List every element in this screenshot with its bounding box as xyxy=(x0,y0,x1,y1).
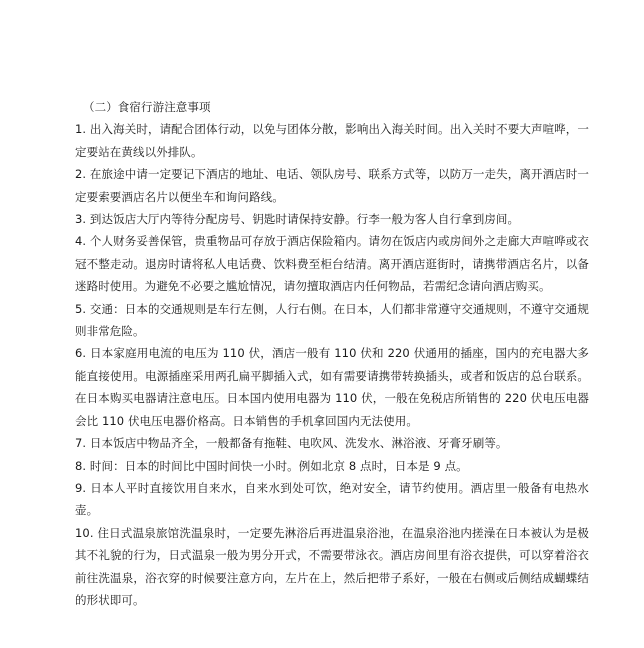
list-item: 5. 交通：日本的交通规则是车行左侧，人行右侧。在日本，人们都非常遵守交通规则，不遵守交通规则非常危险。 xyxy=(75,301,589,339)
list-item: 10. 住日式温泉旅馆洗温泉时，一定要先淋浴后再进温泉浴池，在温泉浴池内搓澡在日本被认为是极其不礼貌的行为，日式温泉一般为男分开式，不需要带泳衣。酒店房间里有浴衣提供，可以穿着浴衣前往洗温泉，浴衣穿的时候要注意方向，左片在上，然后把带子系好，一般在右侧或后侧结成蝴蝶结的形状即可。 xyxy=(75,525,589,607)
document-page xyxy=(75,96,589,611)
list-item: 8. 时间：日本的时间比中国时间快一小时。例如北京 8 点时，日本是 9 点。 xyxy=(75,458,468,473)
section-heading: （二）食宿行游注意事项 xyxy=(83,100,211,114)
list-item: 9. 日本人平时直接饮用自来水，自来水到处可饮，绝对安全，请节约使用。酒店里一般备有电热水壶。 xyxy=(75,480,589,518)
list-item: 7. 日本饭店中物品齐全，一般都备有拖鞋、电吹风、洗发水、淋浴液、牙膏牙刷等。 xyxy=(75,436,508,451)
list-item: 4. 个人财务妥善保管，贵重物品可存放于酒店保险箱内。请勿在饭店内或房间外之走廊大声喧哗或衣冠不整走动。退房时请将私人电话费、饮料费至柜台结清。离开酒店逛街时，请携带酒店名片，以备迷路时使用。为避免不必要之尴尬情况，请勿擅取酒店内任何物品，若需纪念请向酒店购买。 xyxy=(75,234,589,294)
list-item: 3. 到达饭店大厅内等待分配房号、钥匙时请保持安静。行李一般为客人自行拿到房间。 xyxy=(75,212,520,227)
list-item: 6. 日本家庭用电流的电压为 110 伏，酒店一般有 110 伏和 220 伏通用的插座，国内的充电器大多能直接使用。电源插座采用两孔扁平脚插入式，如有需要请携带转换插头，或者和饭店的总台联系。在日本购买电器请注意电压。日本国内使用电器为 110 伏，一般在免税店所销售的 220 伏电压电器会比 110 伏电压电器价格高。日本销售的手机拿回国内无法使用。 xyxy=(75,346,589,428)
list-item: 1. 出入海关时，请配合团体行动，以免与团体分散，影响出入海关时间。出入关时不要大声喧哗，一定要站在黄线以外排队。 xyxy=(75,122,589,159)
list-item: 2. 在旅途中请一定要记下酒店的地址、电话、领队房号、联系方式等，以防万一走失，离开酒店时一定要索要酒店名片以便坐车和询问路线。 xyxy=(75,167,589,204)
